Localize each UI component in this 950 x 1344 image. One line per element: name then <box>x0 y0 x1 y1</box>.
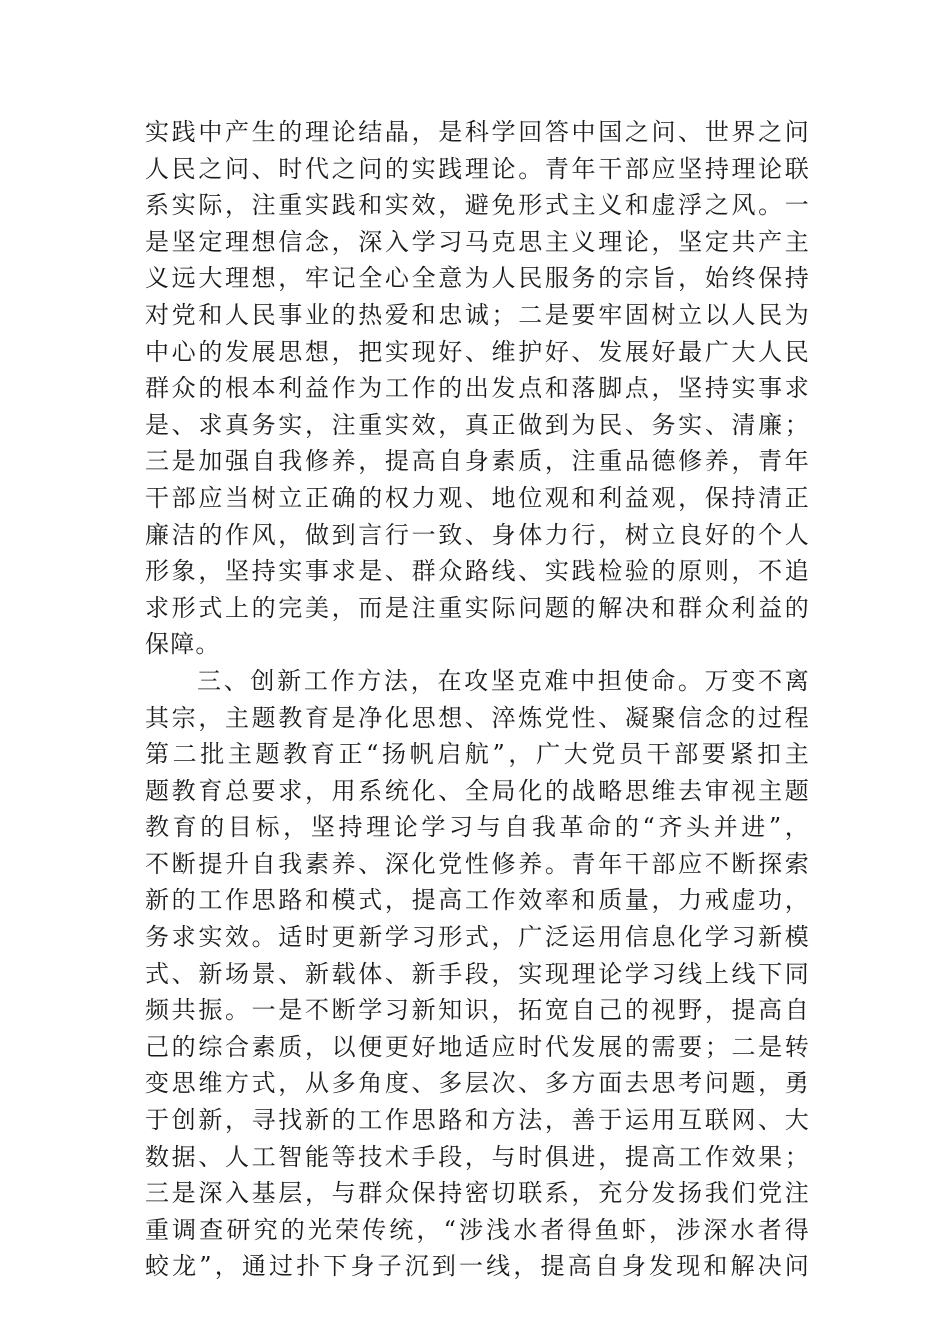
text-line: 廉洁的作风，做到言行一致、身体力行，树立良好的个人 <box>145 520 810 549</box>
text-line: 三是加强自我修养，提高自身素质，注重品德修养，青年 <box>145 447 810 476</box>
body-text <box>145 114 810 1285</box>
text-line: 形象，坚持实事求是、群众路线、实践检验的原则，不追 <box>145 557 810 586</box>
text-line: 重调查研究的光荣传统，“涉浅水者得鱼虾，涉深水者得 <box>145 1215 810 1244</box>
text-line: 新的工作思路和模式，提高工作效率和质量，力戒虚功， <box>145 886 810 915</box>
text-line: 数据、人工智能等技术手段，与时俱进，提高工作效果； <box>145 1142 810 1171</box>
text-line: 群众的根本利益作为工作的出发点和落脚点，坚持实事求 <box>145 374 810 403</box>
text-line: 于创新，寻找新的工作思路和方法，善于运用互联网、大 <box>145 1106 810 1135</box>
text-line: 干部应当树立正确的权力观、地位观和利益观，保持清正 <box>145 483 810 512</box>
text-line: 教育的目标，坚持理论学习与自我革命的“齐头并进”， <box>145 813 810 842</box>
text-line: 变思维方式，从多角度、多层次、多方面去思考问题，勇 <box>145 1069 810 1098</box>
text-line: 式、新场景、新载体、新手段，实现理论学习线上线下同 <box>145 959 810 988</box>
text-line: 己的综合素质，以便更好地适应时代发展的需要；二是转 <box>145 1032 810 1061</box>
text-line: 不断提升自我素养、深化党性修养。青年干部应不断探索 <box>145 849 810 878</box>
text-line: 三是深入基层，与群众保持密切联系，充分发扬我们党注 <box>145 1179 810 1208</box>
text-line: 务求实效。适时更新学习形式，广泛运用信息化学习新模 <box>145 923 810 952</box>
text-line: 求形式上的完美，而是注重实际问题的解决和群众利益的 <box>145 593 810 622</box>
text-line: 其宗，主题教育是净化思想、淬炼党性、凝聚信念的过程 <box>145 703 810 732</box>
text-line: 保障。 <box>145 630 221 659</box>
text-line: 实践中产生的理论结晶，是科学回答中国之问、世界之问 <box>145 118 810 146</box>
text-line: 是坚定理想信念，深入学习马克思主义理论，坚定共产主 <box>145 227 810 256</box>
text-line: 题教育总要求，用系统化、全局化的战略思维去审视主题 <box>145 776 810 805</box>
section-heading-line: 三、创新工作方法，在攻坚克难中担使命。万变不离 <box>197 666 810 695</box>
text-line: 对党和人民事业的热爱和忠诚；二是要牢固树立以人民为 <box>145 300 810 329</box>
text-line: 第二批主题教育正“扬帆启航”，广大党员干部要紧扣主 <box>145 740 810 769</box>
text-line: 蛟龙”，通过扑下身子沉到一线，提高自身发现和解决问 <box>145 1252 810 1281</box>
text-line: 是、求真务实，注重实效，真正做到为民、务实、清廉； <box>145 410 810 439</box>
text-line: 频共振。一是不断学习新知识，拓宽自己的视野，提高自 <box>145 996 810 1025</box>
text-line: 义远大理想，牢记全心全意为人民服务的宗旨，始终保持 <box>145 264 810 293</box>
text-line: 人民之问、时代之问的实践理论。青年干部应坚持理论联 <box>145 154 810 183</box>
text-line: 系实际，注重实践和实效，避免形式主义和虚浮之风。一 <box>145 191 810 220</box>
text-line: 中心的发展思想，把实现好、维护好、发展好最广大人民 <box>145 337 810 366</box>
